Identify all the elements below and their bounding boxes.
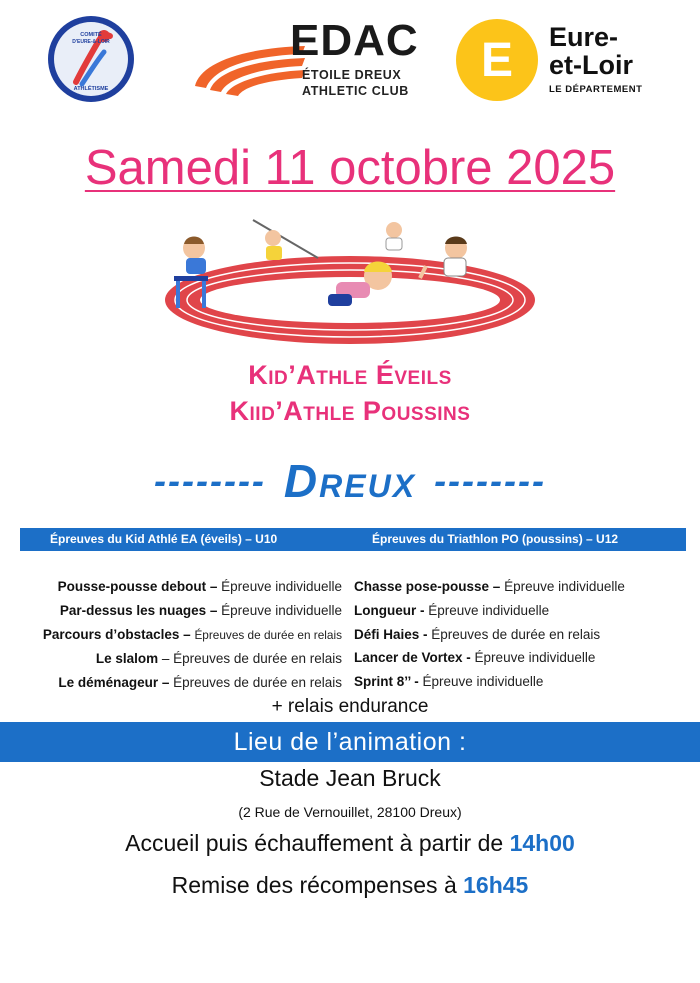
kid-athle-poussins-title: Kiid’Athle Poussins xyxy=(229,396,471,426)
list-item xyxy=(354,575,694,599)
event-separator: - xyxy=(462,650,475,666)
edac-subtitle-1: ÉTOILE DREUX xyxy=(302,68,402,82)
eure-et-loir-logo xyxy=(455,14,665,104)
awards-time-line xyxy=(0,872,700,899)
list-item xyxy=(354,623,694,647)
event-name: Pousse-pousse debout xyxy=(57,579,207,594)
event-description: Épreuves de durée en relais xyxy=(431,626,601,642)
eure-et-loir-emblem xyxy=(455,18,539,102)
list-item xyxy=(0,575,342,599)
event-description: Épreuve individuelle xyxy=(504,579,625,594)
city-banner xyxy=(0,454,700,508)
venue-name: Stade Jean Bruck xyxy=(259,765,441,791)
event-description: Épreuve individuelle xyxy=(221,602,342,618)
eure-logo-letter: E xyxy=(480,34,514,87)
kid-athle-eveils-title: Kid’Athle Éveils xyxy=(248,360,452,390)
awards-time: 16h45 xyxy=(463,872,529,898)
venue-header-bar xyxy=(0,722,700,762)
event-separator: – xyxy=(206,602,222,618)
event-name: Défi Haies xyxy=(354,626,420,642)
event-separator: - xyxy=(410,674,423,690)
events-list-poussins xyxy=(354,575,694,694)
edac-logo xyxy=(190,14,430,104)
event-name: Le déménageur xyxy=(58,675,159,691)
list-item xyxy=(0,599,342,623)
event-name: Longueur xyxy=(354,602,417,618)
events-header-poussins: Épreuves du Triathlon PO (poussins) – U12 xyxy=(372,532,619,546)
event-separator: – xyxy=(179,626,195,642)
eure-line-1: Eure- xyxy=(549,22,619,52)
event-date: Samedi 11 octobre 2025 xyxy=(84,141,616,195)
list-item xyxy=(354,646,694,670)
event-description: Épreuve individuelle xyxy=(221,579,342,594)
list-item xyxy=(0,647,342,671)
venue-address: (2 Rue de Vernouillet, 28100 Dreux) xyxy=(238,804,462,820)
event-description: Épreuve individuelle xyxy=(428,602,550,618)
welcome-time: 14h00 xyxy=(509,830,575,856)
welcome-text: Accueil puis échauffement à partir de xyxy=(125,830,510,856)
dashes-right: -------- xyxy=(434,460,546,501)
event-description: Épreuves de durée en relais xyxy=(194,627,342,642)
events-list-eveils xyxy=(0,575,342,695)
comite-logo-text-2: D'EURE-&-LOIR xyxy=(72,39,110,45)
city-name: Dreux xyxy=(283,455,417,507)
eure-line-3: LE DÉPARTEMENT xyxy=(549,84,643,95)
event-description: Épreuve individuelle xyxy=(474,650,596,666)
edac-title: EDAC xyxy=(290,16,419,65)
event-separator: – xyxy=(206,579,222,594)
event-description: Épreuve individuelle xyxy=(422,674,544,690)
venue-title: Lieu de l’animation : xyxy=(233,728,467,756)
event-separator: – xyxy=(158,651,174,667)
event-name: Chasse pose-pousse xyxy=(354,579,490,594)
event-name: Parcours d’obstacles xyxy=(42,626,180,642)
event-separator: - xyxy=(416,602,429,618)
event-separator: - xyxy=(419,626,432,642)
event-separator: – xyxy=(489,579,505,594)
event-name: Lancer de Vortex xyxy=(354,650,463,666)
eure-line-2: et-Loir xyxy=(549,50,633,80)
list-item xyxy=(354,599,694,623)
events-header-eveils: Épreuves du Kid Athlé EA (éveils) – U10 xyxy=(50,532,278,546)
event-name: Le slalom xyxy=(95,651,159,667)
event-name: Par-dessus les nuages xyxy=(59,602,207,618)
list-item xyxy=(0,671,342,695)
edac-subtitle-2: ATHLETIC CLUB xyxy=(302,84,409,98)
event-name: Sprint 8’’ xyxy=(354,674,411,690)
comite-athletisme-logo xyxy=(46,14,136,104)
list-item xyxy=(0,623,342,648)
event-description: Épreuves de durée en relais xyxy=(173,651,342,667)
event-description: Épreuves de durée en relais xyxy=(173,675,342,691)
comite-logo-text-3: ATHLÉTISME xyxy=(73,86,109,92)
relais-endurance-text: + relais endurance xyxy=(271,696,429,717)
list-item xyxy=(354,670,694,694)
comite-logo-text-1: COMITÉ xyxy=(80,32,102,38)
welcome-time-line xyxy=(0,830,700,857)
events-header-bar xyxy=(20,528,686,551)
event-separator: – xyxy=(158,675,174,691)
awards-text: Remise des récompenses à xyxy=(171,872,464,898)
kids-athletics-illustration xyxy=(158,218,542,348)
dashes-left: -------- xyxy=(154,460,266,501)
